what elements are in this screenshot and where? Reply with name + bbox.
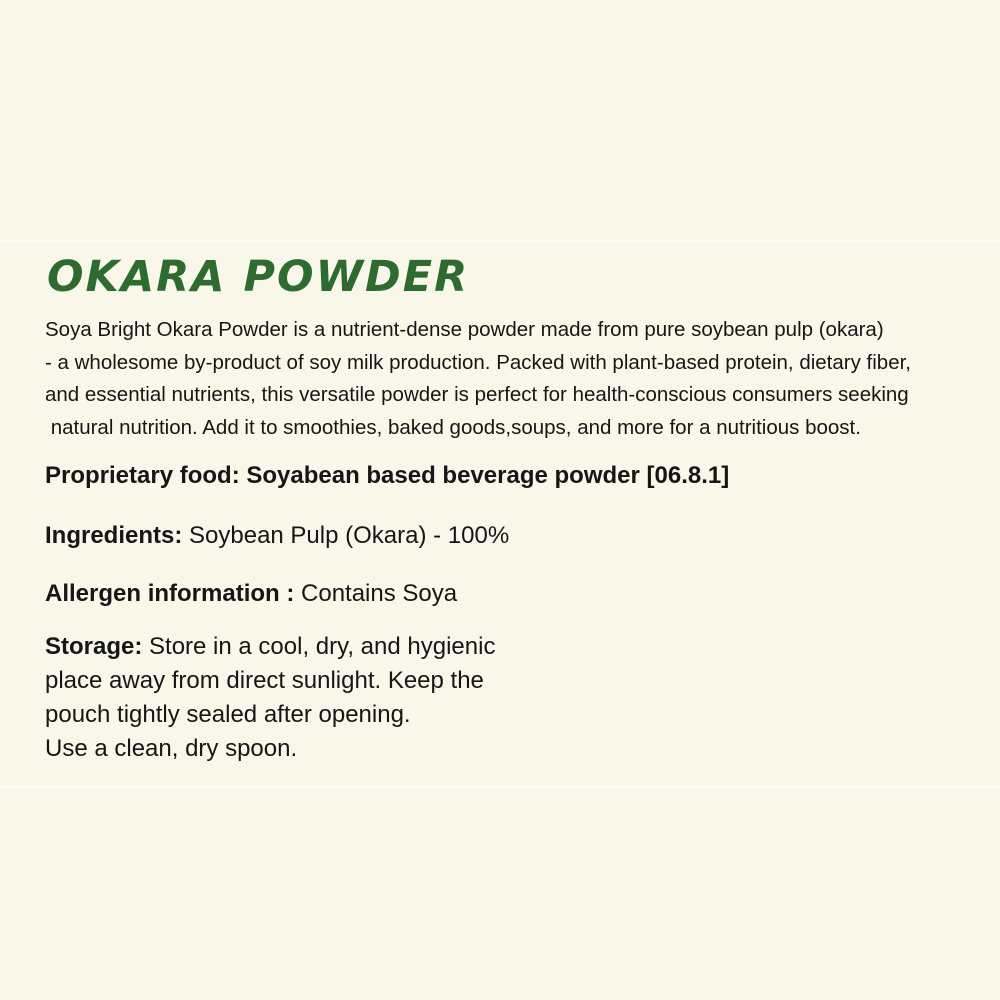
storage-info [45,630,495,766]
allergen-info [45,577,457,611]
storage-line-first [45,630,495,664]
top-divider [0,240,1000,242]
description-line: natural nutrition. Add it to smoothies, baked goods,soups, and more for a nutritious boost. [45,415,861,439]
bottom-divider [0,786,1000,788]
allergen-label: Allergen information : [45,580,295,607]
storage-text: pouch tightly sealed after opening. [45,701,411,728]
ingredients-info [45,519,509,553]
product-title: OKARA POWDER [47,252,470,302]
product-description [45,314,985,444]
description-line: - a wholesome by-product of soy milk production. Packed with plant-based protein, dietary fiber, [45,350,911,374]
ingredients-value: Soybean Pulp (Okara) - 100% [182,522,510,549]
storage-text: place away from direct sunlight. Keep the [45,667,484,694]
ingredients-label: Ingredients: [45,522,183,549]
allergen-value: Contains Soya [294,580,458,607]
storage-text: Use a clean, dry spoon. [45,735,298,762]
proprietary-food-info: Proprietary food: Soyabean based beverage powder [06.8.1] [45,462,730,489]
storage-label: Storage: [45,633,143,660]
description-line: and essential nutrients, this versatile powder is perfect for health-conscious consumers seeking [45,383,909,406]
storage-text: Store in a cool, dry, and hygienic [142,633,496,660]
description-line: Soya Bright Okara Powder is a nutrient-dense powder made from pure soybean pulp (okara) [45,318,884,341]
